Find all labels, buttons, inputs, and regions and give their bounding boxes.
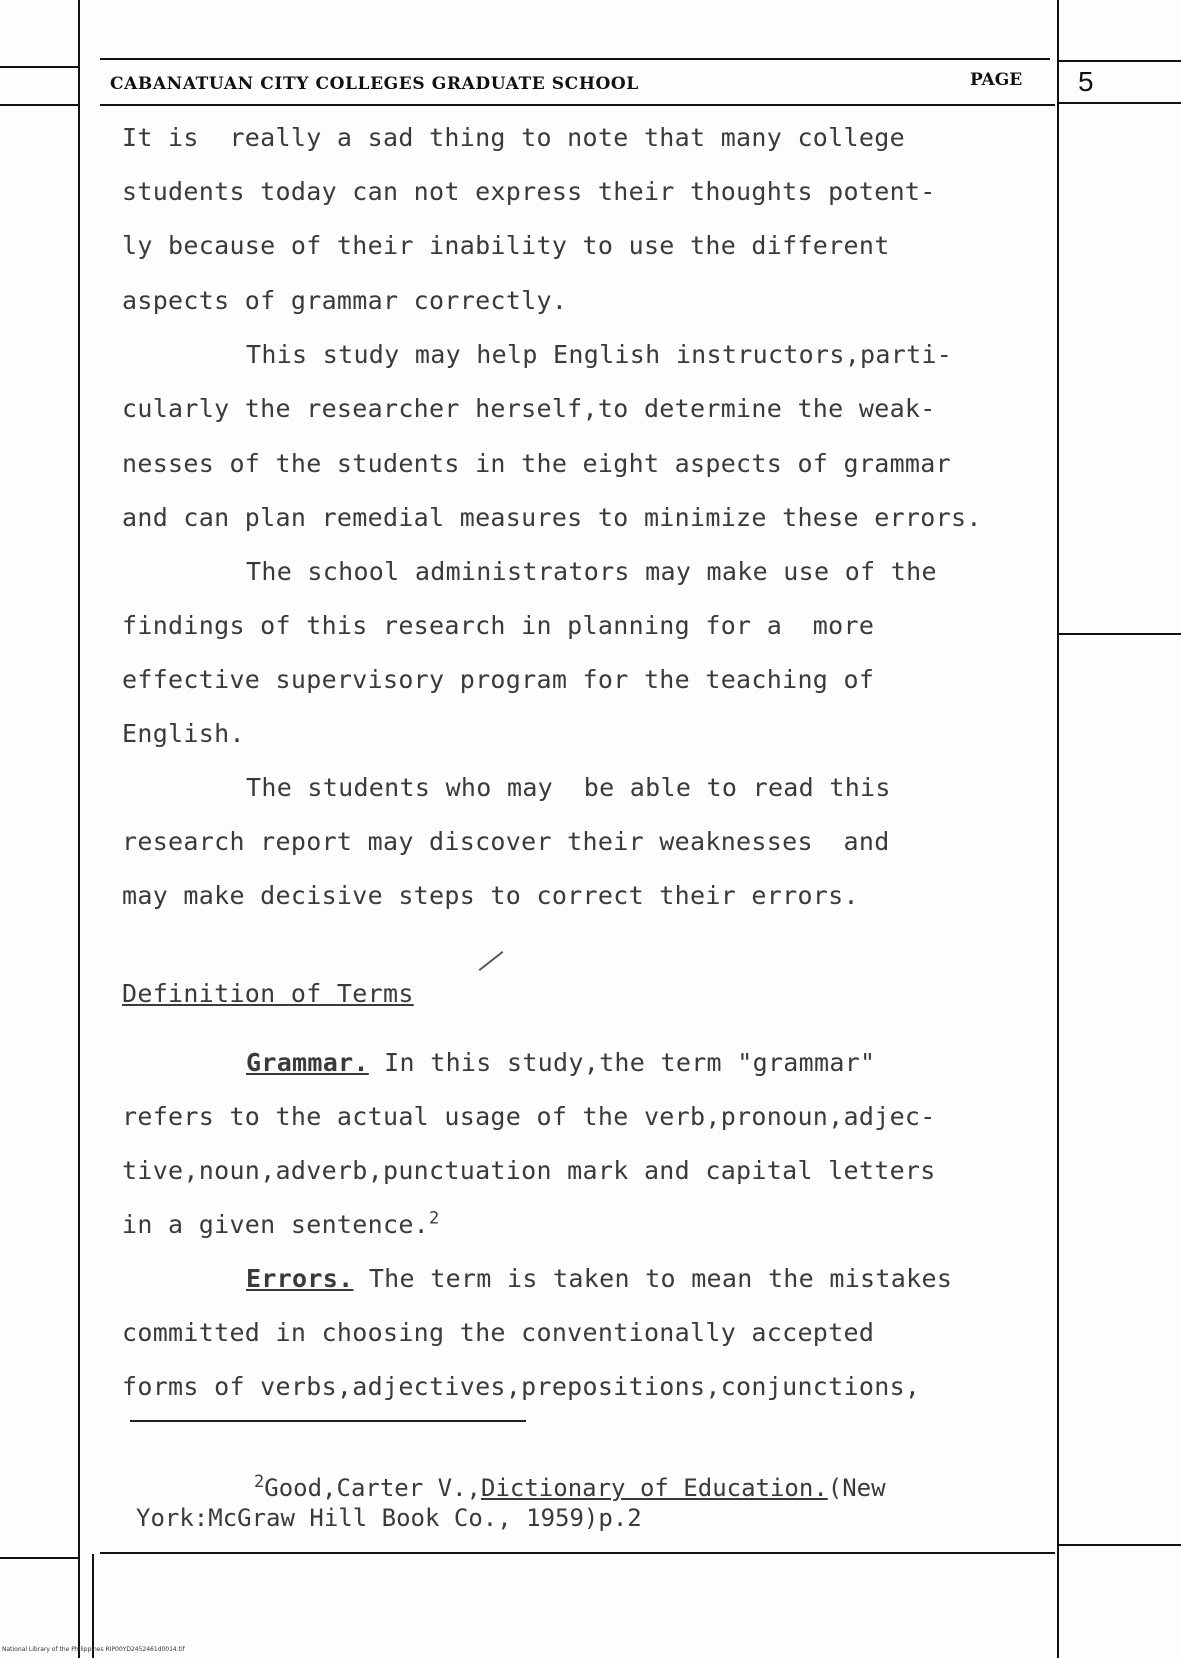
body-line: ly because of their inability to use the different [122, 231, 890, 260]
header-bottom-rule [100, 104, 1055, 106]
grammar-definition-end: in a given sentence. [122, 1210, 430, 1239]
body-line: effective supervisory program for the teaching of [122, 665, 875, 694]
left-margin-tick [0, 104, 78, 106]
check-mark [479, 951, 504, 971]
body-line: research report may discover their weaknesses and [122, 827, 890, 856]
right-margin-tick-2 [1059, 633, 1181, 635]
left-footer-tick [0, 1557, 78, 1559]
footnote-line-1 [254, 1474, 886, 1502]
footnote-separator [130, 1420, 526, 1422]
body-line: nesses of the students in the eight aspects of grammar [122, 449, 951, 478]
grammar-definition-start: In this study,the term "grammar" [368, 1048, 876, 1077]
header-top-rule-right [1059, 60, 1181, 62]
footnote-rest: (New [827, 1474, 886, 1502]
definition-grammar-first-line [246, 1048, 875, 1077]
body-line: The students who may be able to read this [246, 773, 891, 802]
definition-line-last [122, 1210, 440, 1239]
left-margin-rule [78, 0, 80, 1658]
body-line: This study may help English instructors,parti- [246, 340, 953, 369]
body-line: and can plan remedial measures to minimize these errors. [122, 503, 982, 532]
archive-stamp: National Library of the Philippines RIP00YD2452461d0014.tif [2, 1646, 185, 1653]
footer-rule [100, 1552, 1055, 1554]
grammar-term: Grammar. [246, 1048, 369, 1077]
footnote-title: Dictionary of Education. [481, 1474, 828, 1502]
definition-line: forms of verbs,adjectives,prepositions,conjunctions, [122, 1372, 921, 1401]
footnote-line-2: York:McGraw Hill Book Co., 1959)p.2 [136, 1504, 642, 1532]
section-heading: Definition of Terms [122, 979, 414, 1008]
body-line: may make decisive steps to correct their errors. [122, 881, 859, 910]
footnote-reference: 2 [429, 1208, 440, 1229]
definition-line: committed in choosing the conventionally accepted [122, 1318, 875, 1347]
page-number: 5 [1078, 66, 1094, 97]
definition-line: refers to the actual usage of the verb,pronoun,adjec- [122, 1102, 936, 1131]
header-band-top-rule [100, 58, 1050, 60]
footnote-marker: 2 [254, 1472, 265, 1492]
errors-definition-start: The term is taken to mean the mistakes [353, 1264, 953, 1293]
errors-term: Errors. [246, 1264, 354, 1293]
right-margin-tick-3 [1059, 1544, 1181, 1546]
page-label: PAGE [970, 70, 1023, 90]
header-top-rule [0, 66, 78, 68]
body-line: aspects of grammar correctly. [122, 286, 568, 315]
body-line: findings of this research in planning for a more [122, 611, 875, 640]
right-margin-tick-1 [1059, 102, 1181, 104]
definition-errors-first-line [246, 1264, 952, 1293]
body-line: It is really a sad thing to note that many college [122, 123, 905, 152]
institution-header: CABANATUAN CITY COLLEGES GRADUATE SCHOOL [110, 74, 639, 94]
footnote-author: Good,Carter V., [264, 1474, 481, 1502]
definition-line: tive,noun,adverb,punctuation mark and capital letters [122, 1156, 936, 1185]
footer-stub-rule [92, 1554, 94, 1658]
right-margin-rule [1057, 0, 1059, 1658]
body-line: English. [122, 719, 245, 748]
body-line: students today can not express their thoughts potent- [122, 177, 936, 206]
body-line: cularly the researcher herself,to determine the weak- [122, 394, 936, 423]
body-line: The school administrators may make use of the [246, 557, 937, 586]
